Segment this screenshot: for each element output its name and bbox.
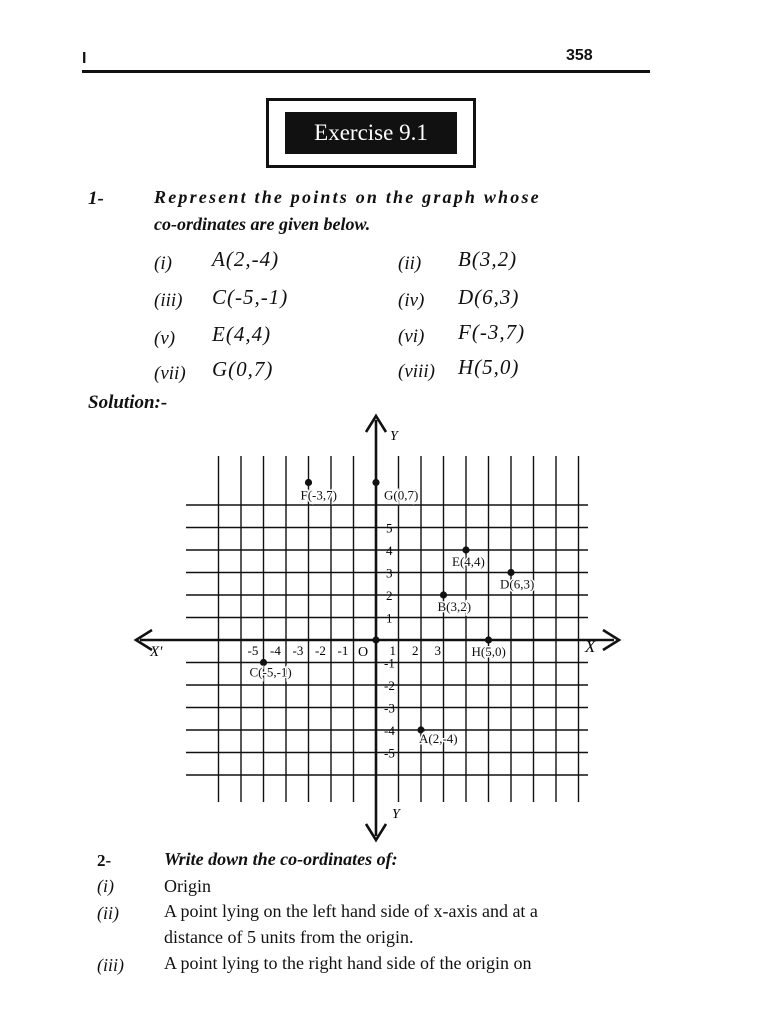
point-value: B(3,2) bbox=[458, 247, 518, 271]
point-value: D(6,3) bbox=[458, 285, 520, 309]
point-marker bbox=[507, 569, 514, 576]
point-marker bbox=[485, 636, 492, 643]
x-tick-label: -1 bbox=[337, 643, 349, 658]
point-label: (v) bbox=[154, 328, 176, 349]
point-label: B(3,2) bbox=[437, 599, 472, 614]
point-marker bbox=[440, 591, 447, 598]
point-value: G(0,7) bbox=[212, 357, 274, 381]
x-tick-label: -4 bbox=[270, 643, 281, 658]
x-tick-label: 3 bbox=[434, 643, 441, 658]
x-tick-label: 2 bbox=[412, 643, 419, 658]
point-value: E(4,4) bbox=[212, 322, 272, 346]
y-tick-label: -3 bbox=[384, 700, 395, 716]
point-marker bbox=[372, 479, 379, 486]
y-tick-label: -4 bbox=[384, 723, 395, 738]
question1-line2: co-ordinates are given below. bbox=[154, 214, 371, 234]
point-label: E(4,4) bbox=[452, 554, 485, 569]
y-tick-label: -2 bbox=[384, 678, 395, 693]
x-tick-label: 1 bbox=[389, 643, 396, 658]
point-value: A(2,-4) bbox=[212, 247, 280, 271]
point-marker bbox=[372, 636, 379, 643]
item-text: Origin bbox=[164, 876, 211, 896]
item-text: A point lying to the right hand side of the origin on bbox=[164, 953, 532, 973]
solution-label: Solution:- bbox=[88, 392, 168, 413]
y-tick-label: 5 bbox=[386, 520, 393, 536]
point-label: A(2,-4) bbox=[419, 731, 458, 746]
point-label: (iii) bbox=[154, 290, 183, 311]
question2-heading: Write down the co-ordinates of: bbox=[164, 849, 398, 869]
point-value: H(5,0) bbox=[458, 355, 520, 379]
point-label: D(6,3) bbox=[500, 576, 535, 592]
point-label: (vi) bbox=[398, 326, 425, 347]
point-label: G(0,7) bbox=[384, 487, 419, 503]
x-axis-negative-label: X' bbox=[150, 644, 163, 660]
y-tick-label: 3 bbox=[386, 565, 393, 581]
question1-line1: Represent the points on the graph whose bbox=[154, 187, 541, 207]
item-label: (i) bbox=[97, 876, 114, 896]
item-text: A point lying on the left hand side of x-axis and at a bbox=[164, 901, 538, 921]
origin-label: O bbox=[358, 645, 369, 660]
x-tick-label: -5 bbox=[247, 643, 259, 658]
y-tick-label: 1 bbox=[386, 610, 393, 626]
point-label: H(5,0) bbox=[471, 644, 506, 659]
point-label: (viii) bbox=[398, 361, 435, 382]
header-mark: I bbox=[82, 50, 87, 67]
point-label: (vii) bbox=[154, 363, 186, 384]
item-label: (iii) bbox=[97, 955, 124, 975]
y-tick-label: 2 bbox=[386, 588, 393, 603]
point-label: (ii) bbox=[398, 253, 422, 274]
point-marker bbox=[305, 479, 312, 486]
item-label: (ii) bbox=[97, 903, 119, 923]
question2-number: 2- bbox=[97, 851, 112, 870]
x-axis-label: X bbox=[585, 637, 596, 656]
page-number: 358 bbox=[566, 47, 593, 64]
point-label: (i) bbox=[154, 253, 172, 274]
point-label: (iv) bbox=[398, 290, 425, 311]
exercise-title: Exercise 9.1 bbox=[285, 112, 457, 154]
question1-number: 1- bbox=[88, 188, 104, 209]
point-value: C(-5,-1) bbox=[212, 285, 289, 309]
point-label: F(-3,7) bbox=[300, 487, 337, 503]
point-label: C(-5,-1) bbox=[249, 664, 292, 680]
point-marker bbox=[462, 546, 469, 553]
y-tick-label: -1 bbox=[384, 655, 395, 671]
y-axis-negative-label: Y bbox=[392, 807, 400, 822]
point-value: F(-3,7) bbox=[458, 320, 526, 344]
item-text: distance of 5 units from the origin. bbox=[164, 927, 414, 947]
y-tick-label: 4 bbox=[386, 543, 393, 558]
y-tick-label: -5 bbox=[384, 745, 395, 761]
x-tick-label: -2 bbox=[315, 643, 326, 658]
x-tick-label: -3 bbox=[292, 643, 304, 658]
y-axis-label: Y bbox=[390, 429, 398, 444]
